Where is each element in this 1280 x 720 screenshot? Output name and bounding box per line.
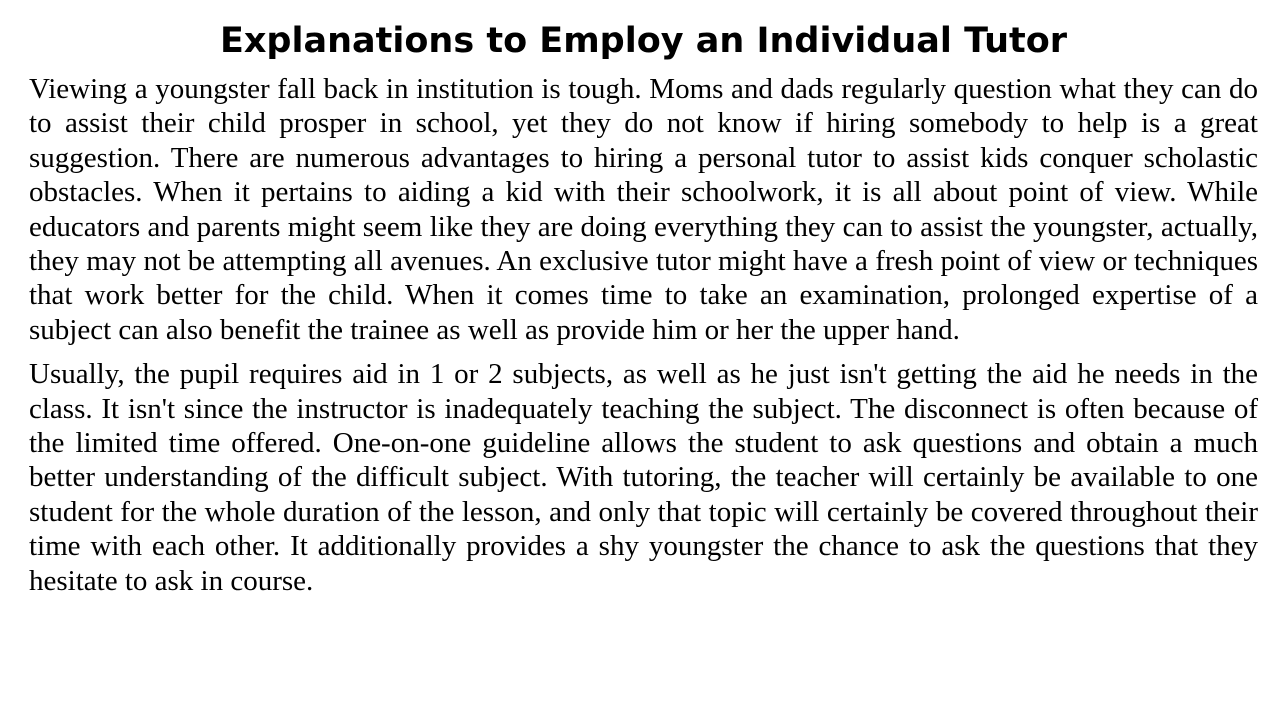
article <box>29 18 1258 598</box>
paragraph-1: Viewing a youngster fall back in institution is tough. Moms and dads regularly question what they can do to assist their child prosper in school, yet they do not know if hiring somebody to help is a great suggestion. There are numerous advantages to hiring a personal tutor to assist kids conquer scholastic obstacles. When it pertains to aiding a kid with their schoolwork, it is all about point of view. While educators and parents might seem like they are doing everything they can to assist the youngster, actually, they may not be attempting all avenues. An exclusive tutor might have a fresh point of view or techniques that work better for the child. When it comes time to take an examination, prolonged expertise of a subject can also benefit the trainee as well as provide him or her the upper hand. <box>29 73 1258 346</box>
article-title: Explanations to Employ an Individual Tutor <box>219 21 1068 61</box>
paragraph-2: Usually, the pupil requires aid in 1 or 2 subjects, as well as he just isn't getting the aid he needs in the class. It isn't since the instructor is inadequately teaching the subject. The disconnect is often because of the limited time offered. One-on-one guideline allows the student to ask questions and obtain a much better understanding of the difficult subject. With tutoring, the teacher will certainly be available to one student for the whole duration of the lesson, and only that topic will certainly be covered throughout their time with each other. It additionally provides a shy youngster the chance to ask the questions that they hesitate to ask in course. <box>29 358 1258 597</box>
